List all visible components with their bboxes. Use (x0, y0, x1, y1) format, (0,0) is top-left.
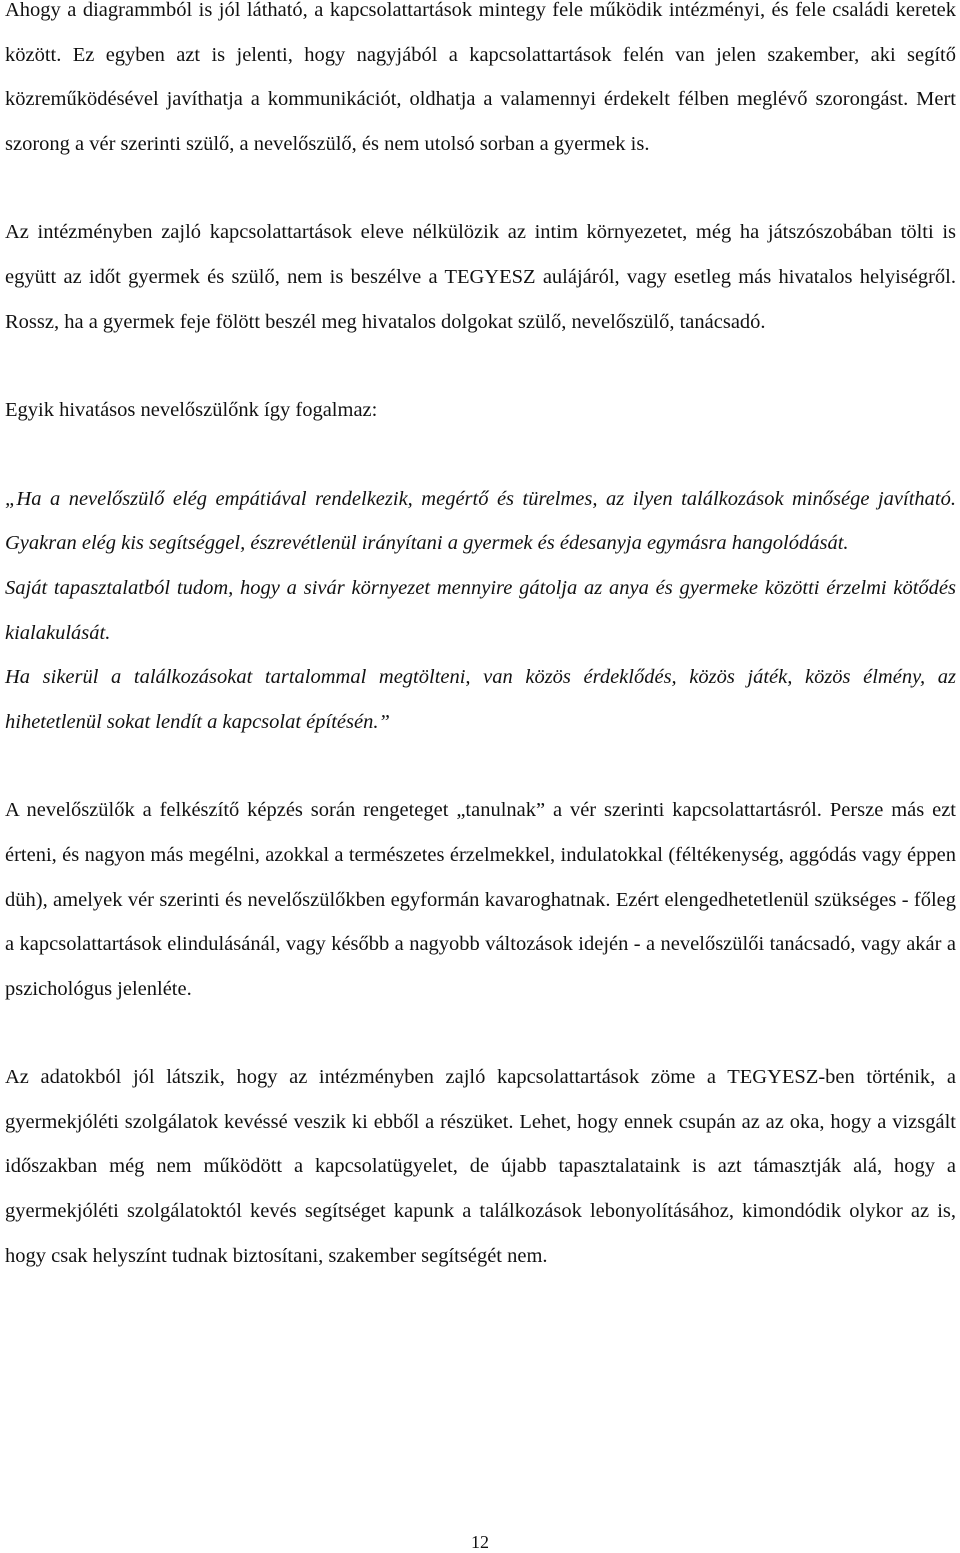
quote-paragraph-shared-activity: Ha sikerül a találkozásokat tartalommal megtölteni, van közös érdeklődés, közös játék, közös élmény, az hihetetlenül sokat lendít a kapcsolat építésén.” (5, 666, 956, 733)
foster-parent-quote (5, 477, 956, 745)
paragraph-contact-distribution: Ahogy a diagrammból is jól látható, a kapcsolattartások mintegy fele működik intézményi, és fele családi keretek között. Ez egyben azt is jelenti, hogy nagyjából a kapcsolattartások felén van jelen szakember, aki segítő közreműködésével javíthatja a kommunikációt, oldhatja a valamennyi érdekelt félben meglévő szorongást. Mert szorong a vér szerinti szülő, a nevelőszülő, és nem utolsó sorban a gyermek is. (5, 0, 956, 155)
quote-paragraph-empathy: „Ha a nevelőszülő elég empátiával rendelkezik, megértő és türelmes, az ilyen találkozások minősége javítható. Gyakran elég kis segítséggel, észrevétlenül irányítani a gyermek és édesanyja egymásra hangolódását. (5, 487, 956, 555)
paragraph-quote-intro: Egyik hivatásos nevelőszülőnk így fogalmaz: (5, 399, 378, 422)
paragraph-training: A nevelőszülők a felkészítő képzés során rengeteget „tanulnak” a vér szerinti kapcsolattartásról. Persze más ezt érteni, és nagyon más megélni, azokkal a természetes érzelmekkel, indulatokkal (féltékenység, aggódás vagy éppen düh), amelyek vér szerinti és nevelőszülőkben egyformán kavaroghatnak. Ezért elengedhetetlenül szükséges - főleg a kapcsolattartások elindulásánál, vagy később a nagyobb változások idején - a nevelőszülői tanácsadó, vagy akár a pszichológus jelenléte. (5, 799, 956, 1000)
quote-paragraph-environment: Saját tapasztalatból tudom, hogy a sivár környezet mennyire gátolja az anya és gyermeke közötti érzelmi kötődés kialakulását. (5, 576, 956, 644)
paragraph-institutional-contacts: Az intézményben zajló kapcsolattartások eleve nélkülözik az intim környezetet, még ha játszószobában tölti is együtt az időt gyermek és szülő, nem is beszélve a TEGYESZ aulájáról, vagy esetleg más hivatalos helyiségről. Rossz, ha a gyermek feje fölött beszél meg hivatalos dolgokat szülő, nevelőszülő, tanácsadó. (5, 221, 956, 333)
paragraph-data-conclusion: Az adatokból jól látszik, hogy az intézményben zajló kapcsolattartások zöme a TEGYESZ-ben történik, a gyermekjóléti szolgálatok kevéssé veszik ki ebből a részüket. Lehet, hogy ennek csupán az az oka, hogy a vizsgált időszakban még nem működött a kapcsolatügyelet, de újabb tapasztalataink is azt támasztják alá, hogy a gyermekjóléti szolgálatoktól kevés segítséget kapunk a találkozások lebonyolításához, kimondódik olykor az is, hogy csak helyszínt tudnak biztosítani, szakember segítségét nem. (5, 1066, 956, 1267)
document-page (5, 0, 956, 1278)
page-number: 12 (471, 1532, 489, 1552)
